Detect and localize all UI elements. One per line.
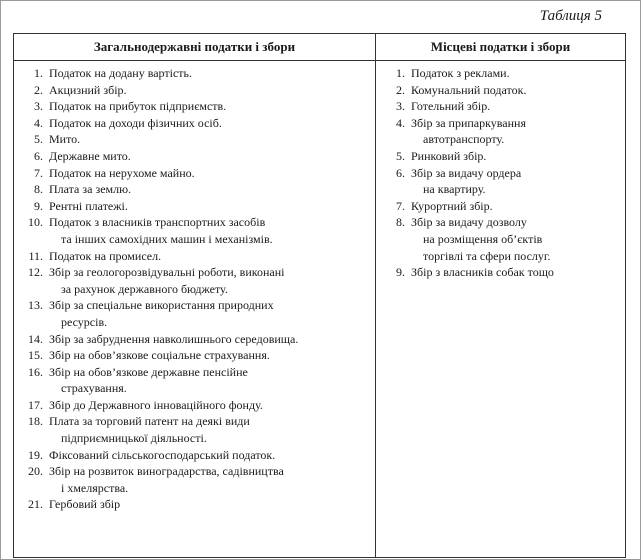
national-tax-item <box>23 364 371 397</box>
list-item-number: 19. <box>28 447 43 462</box>
list-item-text <box>411 198 621 215</box>
list-item-line: Податок на додану вартість. <box>49 66 193 80</box>
list-item-text <box>49 165 371 182</box>
list-item-line: Збір на розвиток виноградарства, садівництва <box>49 464 284 479</box>
list-item-line: Плата за землю. <box>49 182 132 197</box>
national-tax-item <box>23 65 371 82</box>
local-tax-item <box>385 198 621 215</box>
list-item-number: 2. <box>396 82 405 97</box>
list-item-text <box>49 413 371 446</box>
list-item-text <box>411 65 621 82</box>
national-tax-item <box>23 447 371 464</box>
list-item-text <box>49 98 371 115</box>
list-item-line: Податок з власників транспортних засобів <box>49 215 266 230</box>
list-item-line: та інших самохідних машин і механізмів. <box>61 231 273 246</box>
table-caption: Таблиця 5 <box>539 8 602 24</box>
list-item-text <box>49 264 371 297</box>
list-item-number: 7. <box>34 165 43 180</box>
list-item-text <box>411 214 621 264</box>
list-item-line: ресурсів. <box>61 314 108 329</box>
local-tax-item <box>385 148 621 165</box>
list-item-text <box>49 347 371 364</box>
list-item-line: Ринковий збір. <box>411 148 487 163</box>
table-header-row <box>14 34 626 61</box>
list-item-line: Збір за припаркування <box>411 115 526 130</box>
list-item-line: Збір на обов’язкове соціальне страхування. <box>49 348 270 363</box>
list-item-text <box>49 82 371 99</box>
list-item-line: Комунальний податок. <box>411 82 527 97</box>
national-tax-item <box>23 397 371 414</box>
national-tax-item <box>23 463 371 496</box>
list-item-text <box>411 165 621 198</box>
list-item-number: 4. <box>396 115 405 130</box>
list-item-number: 10. <box>28 215 43 230</box>
list-item-text <box>411 264 621 281</box>
list-item-line: на розміщення об’єктів <box>423 231 543 246</box>
list-item-line: Плата за торговий патент на деякі види <box>49 414 250 429</box>
list-item-text <box>49 496 371 513</box>
list-item-number: 17. <box>28 397 43 412</box>
national-tax-item <box>23 248 371 265</box>
list-item-line: Податок на прибуток підприємств. <box>49 99 227 114</box>
local-tax-item <box>385 82 621 99</box>
taxes-table <box>13 33 626 558</box>
list-item-text <box>49 115 371 132</box>
list-item-line: Курортний збір. <box>411 198 493 213</box>
list-item-line: Податок на доходи фізичних осіб. <box>49 115 222 130</box>
list-item-line: Готельний збір. <box>411 99 491 114</box>
list-item-line: Збір за геологорозвідувальні роботи, виконані <box>49 265 285 280</box>
list-item-line: Фіксований сільськогосподарський податок. <box>49 447 276 462</box>
local-tax-item <box>385 115 621 148</box>
national-tax-item <box>23 264 371 297</box>
list-item-text <box>49 297 371 330</box>
list-item-number: 8. <box>396 215 405 230</box>
list-item-number: 12. <box>28 265 43 280</box>
list-item-line: Мито. <box>49 132 81 147</box>
list-item-line: Збір за спеціальне використання природних <box>49 298 274 313</box>
list-item-number: 8. <box>34 182 43 197</box>
list-item-line: Збір за видачу ордера <box>411 165 522 180</box>
list-item-text <box>411 115 621 148</box>
list-item-line: Державне мито. <box>49 148 131 163</box>
national-tax-item <box>23 148 371 165</box>
local-taxes-list <box>385 65 621 281</box>
list-item-text <box>49 131 371 148</box>
list-item-line: на квартиру. <box>423 182 486 197</box>
local-tax-item <box>385 165 621 198</box>
local-tax-item <box>385 214 621 264</box>
list-item-line: Збір за видачу дозволу <box>411 215 527 230</box>
list-item-text <box>49 148 371 165</box>
local-tax-item <box>385 65 621 82</box>
national-tax-item <box>23 413 371 446</box>
list-item-number: 11. <box>28 248 43 263</box>
list-item-line: страхування. <box>61 381 127 396</box>
list-item-line: Податок на промисел. <box>49 248 162 263</box>
list-item-text <box>49 397 371 414</box>
national-tax-item <box>23 198 371 215</box>
national-taxes-list <box>23 65 371 513</box>
list-item-number: 1. <box>396 66 405 80</box>
list-item-text <box>49 198 371 215</box>
list-item-line: автотранспорту. <box>423 132 505 147</box>
list-item-number: 9. <box>34 198 43 213</box>
list-item-text <box>411 148 621 165</box>
national-tax-item <box>23 496 371 513</box>
list-item-text <box>49 331 371 348</box>
list-item-line: Збір з власників собак тощо <box>411 265 554 280</box>
local-taxes-cell <box>376 61 626 558</box>
list-item-number: 1. <box>34 66 43 80</box>
list-item-text <box>49 364 371 397</box>
list-item-text <box>49 463 371 496</box>
national-tax-item <box>23 131 371 148</box>
list-item-number: 15. <box>28 348 43 363</box>
list-item-line: за рахунок державного бюджету. <box>61 281 228 296</box>
national-tax-item <box>23 181 371 198</box>
header-local-taxes: Місцеві податки і збори <box>376 34 626 61</box>
list-item-number: 7. <box>396 198 405 213</box>
list-item-number: 9. <box>396 265 405 280</box>
national-tax-item <box>23 82 371 99</box>
national-tax-item <box>23 165 371 182</box>
list-item-number: 21. <box>28 497 43 512</box>
list-item-number: 14. <box>28 331 43 346</box>
list-item-text <box>49 65 371 82</box>
header-national-taxes: Загальнодержавні податки і збори <box>14 34 376 61</box>
list-item-line: Гербовий збір <box>49 497 121 512</box>
national-tax-item <box>23 115 371 132</box>
national-tax-item <box>23 347 371 364</box>
national-taxes-cell <box>14 61 376 558</box>
list-item-line: Акцизний збір. <box>49 82 127 97</box>
list-item-number: 5. <box>34 132 43 147</box>
list-item-line: Збір за забруднення навколишнього середовища. <box>49 331 299 346</box>
list-item-text <box>49 248 371 265</box>
list-item-text <box>411 98 621 115</box>
list-item-text <box>49 447 371 464</box>
list-item-text <box>49 181 371 198</box>
list-item-number: 2. <box>34 82 43 97</box>
list-item-text <box>49 214 371 247</box>
list-item-line: Податок на нерухоме майно. <box>49 165 195 180</box>
list-item-line: торгівлі та сфери послуг. <box>423 248 551 263</box>
national-tax-item <box>23 331 371 348</box>
list-item-line: Рентні платежі. <box>49 198 128 213</box>
list-item-line: Збір до Державного інноваційного фонду. <box>49 397 263 412</box>
list-item-line: Податок з реклами. <box>411 66 510 80</box>
national-tax-item <box>23 214 371 247</box>
list-item-number: 3. <box>396 99 405 114</box>
list-item-number: 6. <box>34 148 43 163</box>
list-item-line: і хмелярства. <box>61 480 129 495</box>
list-item-number: 6. <box>396 165 405 180</box>
list-item-number: 16. <box>28 364 43 379</box>
list-item-line: Збір на обов’язкове державне пенсійне <box>49 364 248 379</box>
list-item-text <box>411 82 621 99</box>
list-item-number: 4. <box>34 115 43 130</box>
list-item-number: 3. <box>34 99 43 114</box>
list-item-number: 13. <box>28 298 43 313</box>
list-item-number: 5. <box>396 148 405 163</box>
local-tax-item <box>385 98 621 115</box>
list-item-number: 20. <box>28 464 43 479</box>
national-tax-item <box>23 98 371 115</box>
table-body-row <box>14 61 626 558</box>
local-tax-item <box>385 264 621 281</box>
list-item-number: 18. <box>28 414 43 429</box>
national-tax-item <box>23 297 371 330</box>
list-item-line: підприємницької діяльності. <box>61 431 207 446</box>
